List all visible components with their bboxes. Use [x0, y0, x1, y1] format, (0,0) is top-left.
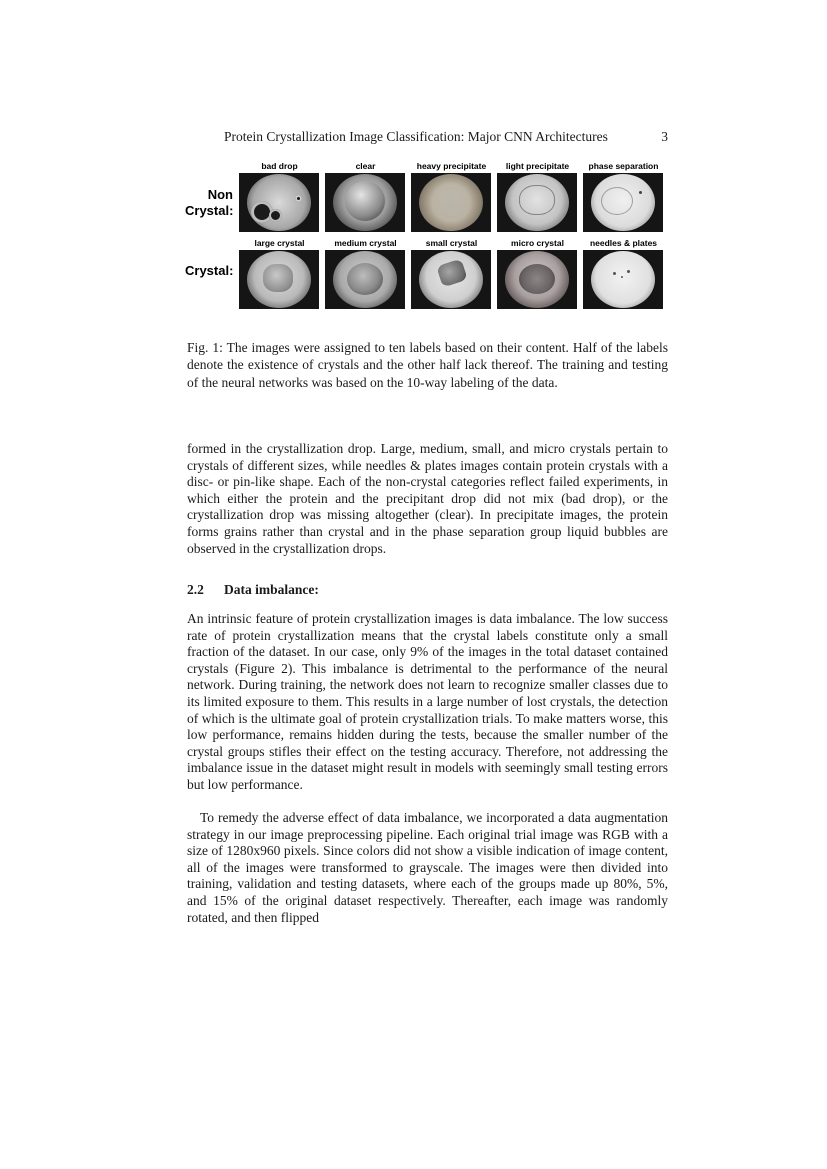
row-label-crystal: Crystal:	[185, 263, 234, 278]
figure-cell-phase-separation	[583, 160, 664, 232]
figure-caption: Fig. 1: The images were assigned to ten labels based on their content. Half of the labels denote the existence of crystals and the other half lack thereof. The training and testing of the neural networks was based on the 10-way labeling of the data.	[187, 340, 668, 390]
phase-separation-image	[583, 173, 663, 232]
cell-label: heavy precipitate	[416, 161, 487, 171]
needles-plates-image	[583, 250, 663, 309]
running-header	[187, 128, 668, 146]
running-title: Protein Crystallization Image Classification: Major CNN Architectures	[224, 129, 608, 144]
cell-label: large crystal	[254, 238, 305, 248]
figure-1	[185, 160, 665, 315]
large-crystal-image	[239, 250, 319, 309]
figure-cell-heavy-precipitate	[411, 160, 492, 232]
clear-image	[325, 173, 405, 232]
figure-cell-medium-crystal	[325, 237, 406, 309]
micro-crystal-image	[497, 250, 577, 309]
paragraph-1: formed in the crystallization drop. Large, medium, small, and micro crystals pertain to crystals of different sizes, while needles & plates images contain protein crystals with a disc- or pin-like shape. Each of the non-crystal categories reflect failed experiments, in which either the protein and the precipitant drop did not mix (bad drop), or the crystallization drop was missing altogether (clear). In precipitate images, the protein forms grains rather than crystal and in the phase separation group liquid bubbles are observed in the crystallization drops.	[187, 441, 668, 556]
figure-cell-light-precipitate	[497, 160, 578, 232]
row-label-non-crystal-line2: Crystal:	[185, 203, 234, 218]
figure-cell-clear	[325, 160, 406, 232]
cell-label: small crystal	[425, 238, 478, 248]
page-number: 3	[661, 129, 668, 144]
cell-label: medium crystal	[334, 238, 397, 248]
figure-cell-large-crystal	[239, 237, 320, 309]
cell-label: light precipitate	[505, 161, 570, 171]
section-title: Data imbalance:	[224, 582, 319, 597]
figure-cell-needles-plates	[583, 237, 664, 309]
row-label-non-crystal-line1: Non	[207, 187, 233, 202]
row-label-non-crystal	[185, 187, 233, 219]
medium-crystal-image	[325, 250, 405, 309]
paragraph-3: To remedy the adverse effect of data imbalance, we incorporated a data augmentation strategy in our image preprocessing pipeline. Each original trial image was RGB with a size of 1280x960 pixels. Since colors did not show a visible indication of image content, all of the images were transformed to grayscale. The images were then divided into training, validation and testing datasets, where each of the groups made up 80%, 5%, and 15% of the original dataset respectively. Thereafter, each image was randomly rotated, and then flipped	[187, 810, 668, 925]
heavy-precipitate-image	[411, 173, 491, 232]
figure-cell-bad-drop	[239, 160, 320, 232]
bad-drop-image	[239, 173, 319, 232]
cell-label: micro crystal	[511, 238, 564, 248]
cell-label: bad drop	[261, 161, 298, 171]
small-crystal-image	[411, 250, 491, 309]
figure-cell-micro-crystal	[497, 237, 578, 309]
cell-label: phase separation	[588, 161, 659, 171]
section-number: 2.2	[187, 582, 204, 597]
figure-cell-small-crystal	[411, 237, 492, 309]
paragraph-2: An intrinsic feature of protein crystallization images is data imbalance. The low success rate of protein crystallization means that the crystal labels constitute only a small fraction of the dataset. In our case, only 9% of the images in the total dataset contained crystals (Figure 2). This imbalance is detrimental to the performance of the neural network. During training, the network does not learn to recognize smaller classes due to its limited exposure to them. This results in a large number of lost crystals, the detection of which is the ultimate goal of protein crystallization trials. To make matters worse, this low performance, remains hidden during the tests, because the smaller number of the crystal groups stifles their effect on the testing accuracy. Therefore, not addressing the imbalance issue in the dataset might result in models with seemingly small testing errors but low performance.	[187, 611, 668, 792]
cell-label: needles & plates	[589, 238, 658, 248]
cell-label: clear	[355, 161, 376, 171]
light-precipitate-image	[497, 173, 577, 232]
section-heading	[187, 581, 668, 599]
